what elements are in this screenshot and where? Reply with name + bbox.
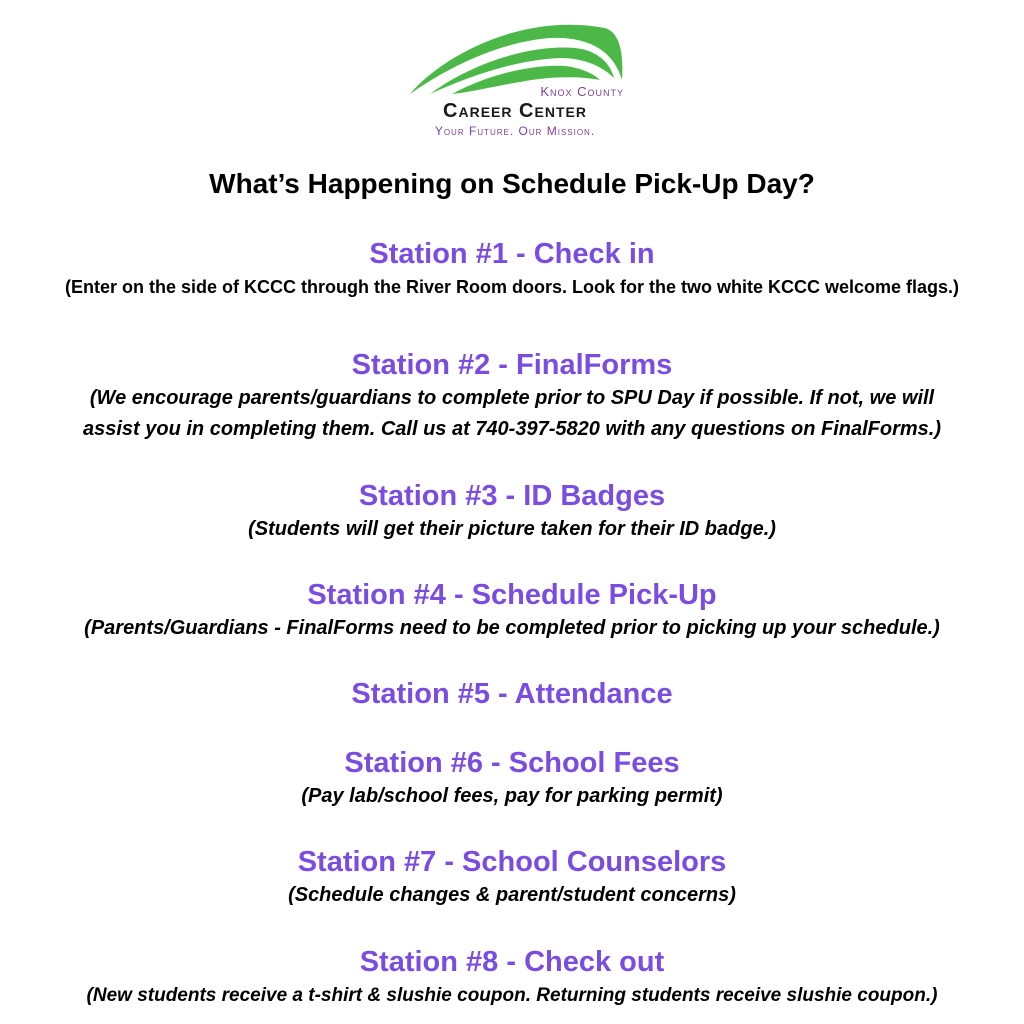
station-heading: Station #5 - Attendance xyxy=(351,678,673,710)
station-7 xyxy=(0,844,1024,911)
station-heading: Station #3 - ID Badges xyxy=(358,480,666,512)
logo-career-center-text: Career Center xyxy=(443,100,587,122)
station-note: (Pay lab/school fees, pay for parking permit) xyxy=(301,785,723,807)
station-note: (Schedule changes & parent/student concerns) xyxy=(288,884,736,906)
station-note-line-2: assist you in completing them. Call us at 740-397-5820 with any questions on FinalForms.) xyxy=(83,418,941,440)
station-4 xyxy=(0,577,1024,644)
station-heading: Station #1 - Check in xyxy=(369,238,655,270)
station-6 xyxy=(0,745,1024,812)
logo-tagline-text: Your Future. Our Mission. xyxy=(434,124,596,138)
station-heading: Station #7 - School Counselors xyxy=(297,846,727,878)
station-heading: Station #4 - Schedule Pick-Up xyxy=(307,579,717,611)
page-title: What’s Happening on Schedule Pick-Up Day? xyxy=(209,168,815,199)
station-3 xyxy=(0,478,1024,545)
station-8 xyxy=(0,944,1024,1011)
station-note: (Enter on the side of KCCC through the River Room doors. Look for the two white KCCC welcome flags.) xyxy=(64,277,960,297)
station-note: (Students will get their picture taken for their ID badge.) xyxy=(248,518,776,540)
station-note: (New students receive a t-shirt & slushie coupon. Returning students receive slushie coupon.) xyxy=(86,985,938,1006)
station-note: (Parents/Guardians - FinalForms need to be completed prior to picking up your schedule.) xyxy=(84,617,940,639)
logo-knox-county-text: Knox County xyxy=(540,84,624,99)
station-note-line-1: (We encourage parents/guardians to complete prior to SPU Day if possible. If not, we will xyxy=(89,387,935,409)
knox-county-career-center-logo xyxy=(400,18,630,143)
station-2 xyxy=(0,347,1024,445)
station-heading: Station #8 - Check out xyxy=(359,946,665,978)
station-heading: Station #2 - FinalForms xyxy=(351,349,673,381)
station-5 xyxy=(0,676,1024,712)
station-heading: Station #6 - School Fees xyxy=(344,747,680,779)
station-1 xyxy=(0,236,1024,303)
